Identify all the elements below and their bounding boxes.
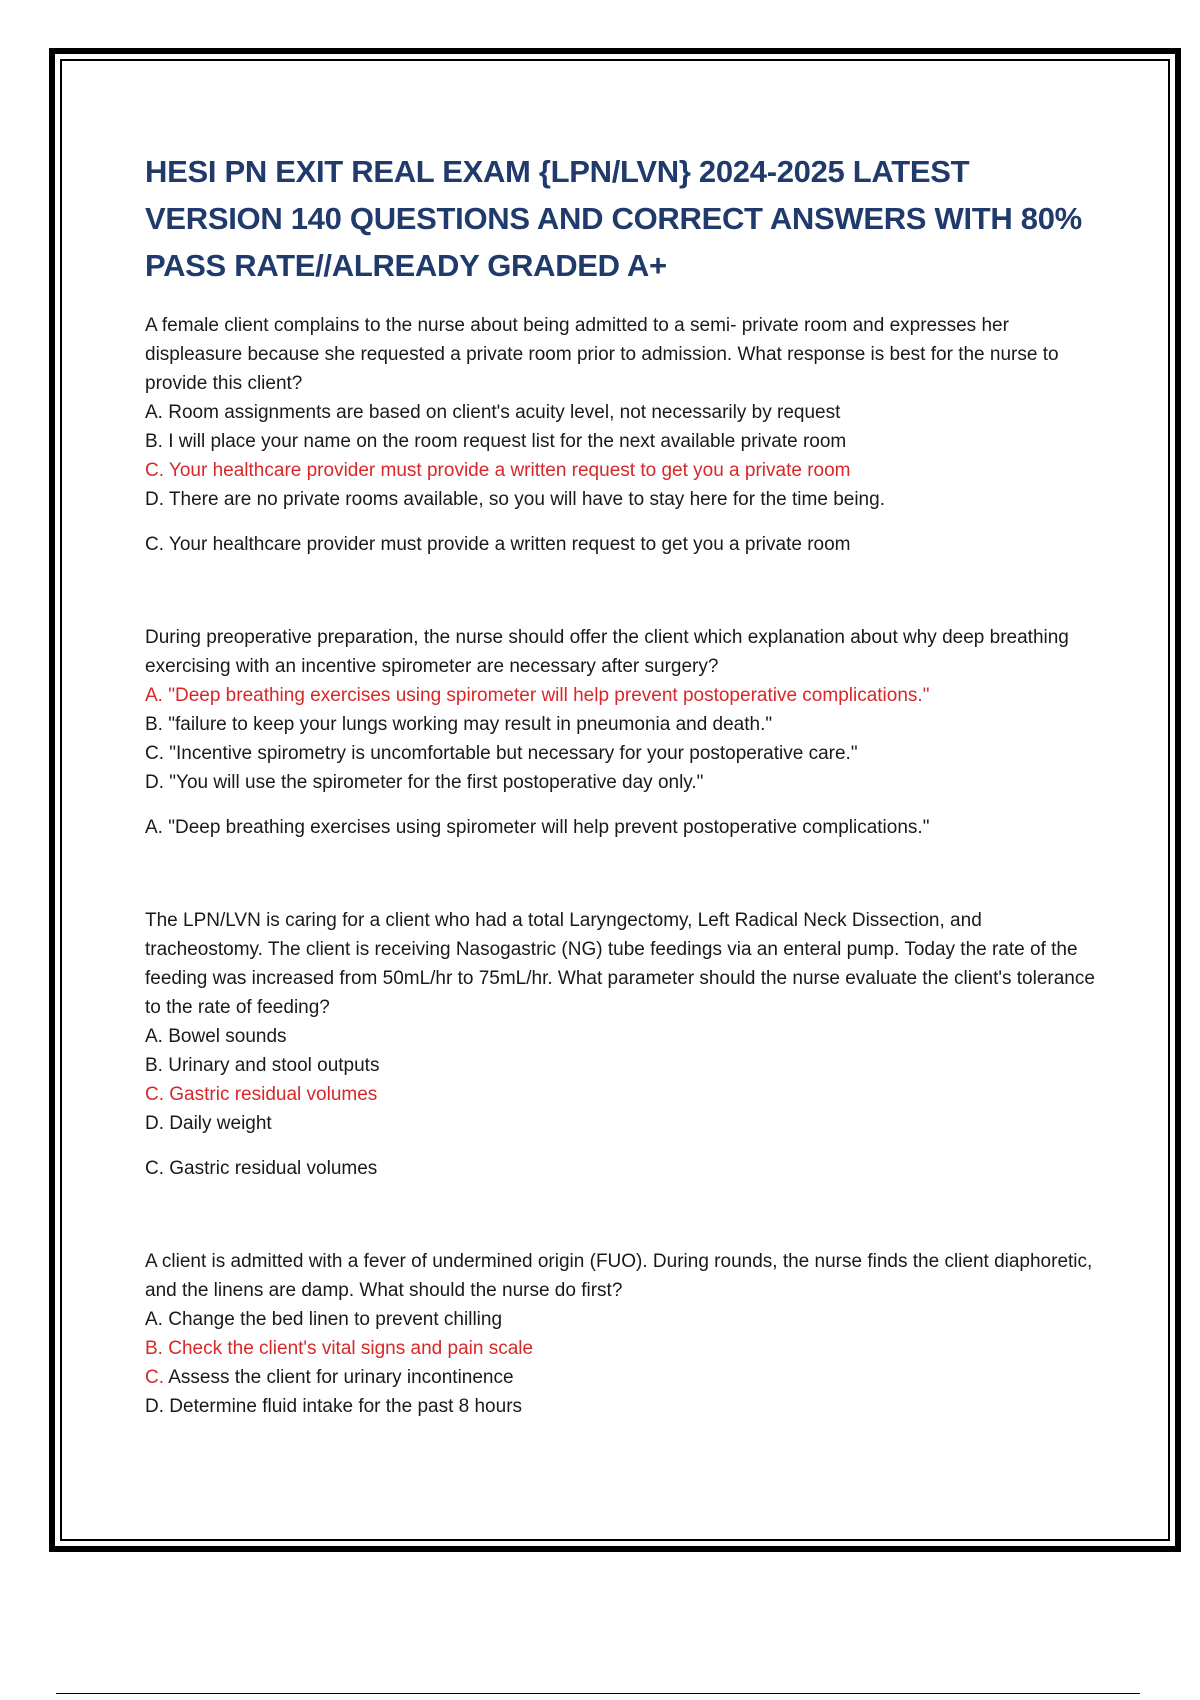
question-3-stem: The LPN/LVN is caring for a client who had a total Laryngectomy, Left Radical Neck Dissection, and tracheostomy. The client is receiving Nasogastric (NG) tube feedings via an enteral pump. Today the rate of the feeding was increased from 50mL/hr to 75mL/hr. What parameter should the nurse evaluate the client's tolerance to the rate of feeding? bbox=[145, 910, 1095, 1018]
question-3 bbox=[145, 906, 1095, 1183]
question-1-answer: C. Your healthcare provider must provide a written request to get you a private room bbox=[145, 534, 851, 555]
question-2-option-a-correct: A. "Deep breathing exercises using spirometer will help prevent postoperative complications." bbox=[145, 685, 930, 706]
question-1-option-b: B. I will place your name on the room request list for the next available private room bbox=[145, 431, 847, 452]
question-4-option-b-correct: B. Check the client's vital signs and pain scale bbox=[145, 1338, 534, 1359]
question-2 bbox=[145, 623, 1095, 842]
question-1 bbox=[145, 311, 1095, 559]
question-3-options bbox=[145, 1022, 1095, 1138]
question-4-stem: A client is admitted with a fever of undermined origin (FUO). During rounds, the nurse finds the client diaphoretic, and the linens are damp. What should the nurse do first? bbox=[145, 1251, 1093, 1301]
question-4 bbox=[145, 1247, 1095, 1421]
question-4-option-c bbox=[145, 1363, 1095, 1392]
question-3-answer: C. Gastric residual volumes bbox=[145, 1158, 378, 1179]
question-4-option-d: D. Determine fluid intake for the past 8 hours bbox=[145, 1396, 523, 1417]
question-1-options bbox=[145, 398, 1095, 514]
question-2-options bbox=[145, 681, 1095, 797]
question-2-option-c: C. "Incentive spirometry is uncomfortable but necessary for your postoperative care." bbox=[145, 743, 858, 764]
question-4-option-c-letter: C. bbox=[145, 1367, 164, 1388]
question-2-option-b: B. "failure to keep your lungs working may result in pneumonia and death." bbox=[145, 714, 773, 735]
question-3-option-a: A. Bowel sounds bbox=[145, 1026, 287, 1047]
footer-divider bbox=[56, 1693, 1140, 1694]
question-2-option-d: D. "You will use the spirometer for the first postoperative day only." bbox=[145, 772, 704, 793]
document-content bbox=[145, 148, 1095, 1485]
question-4-option-c-text: Assess the client for urinary incontinence bbox=[164, 1367, 514, 1388]
question-1-option-a: A. Room assignments are based on client's acuity level, not necessarily by request bbox=[145, 402, 841, 423]
question-2-answer: A. "Deep breathing exercises using spirometer will help prevent postoperative complications." bbox=[145, 817, 930, 838]
question-2-stem: During preoperative preparation, the nurse should offer the client which explanation about why deep breathing exercising with an incentive spirometer are necessary after surgery? bbox=[145, 627, 1069, 677]
question-1-stem: A female client complains to the nurse about being admitted to a semi- private room and expresses her displeasure because she requested a private room prior to admission. What response is best for the nurse to provide this client? bbox=[145, 315, 1059, 394]
question-1-option-d: D. There are no private rooms available, so you will have to stay here for the time being. bbox=[145, 489, 885, 510]
question-3-option-c-correct: C. Gastric residual volumes bbox=[145, 1084, 378, 1105]
question-4-options bbox=[145, 1305, 1095, 1421]
question-1-option-c-correct: C. Your healthcare provider must provide a written request to get you a private room bbox=[145, 460, 851, 481]
question-3-option-d: D. Daily weight bbox=[145, 1113, 272, 1134]
document-title: HESI PN EXIT REAL EXAM {LPN/LVN} 2024-2025 LATEST VERSION 140 QUESTIONS AND CORRECT ANSWERS WITH 80% PASS RATE//ALREADY GRADED A+ bbox=[145, 154, 1082, 283]
question-4-option-a: A. Change the bed linen to prevent chilling bbox=[145, 1309, 503, 1330]
question-3-option-b: B. Urinary and stool outputs bbox=[145, 1055, 380, 1076]
